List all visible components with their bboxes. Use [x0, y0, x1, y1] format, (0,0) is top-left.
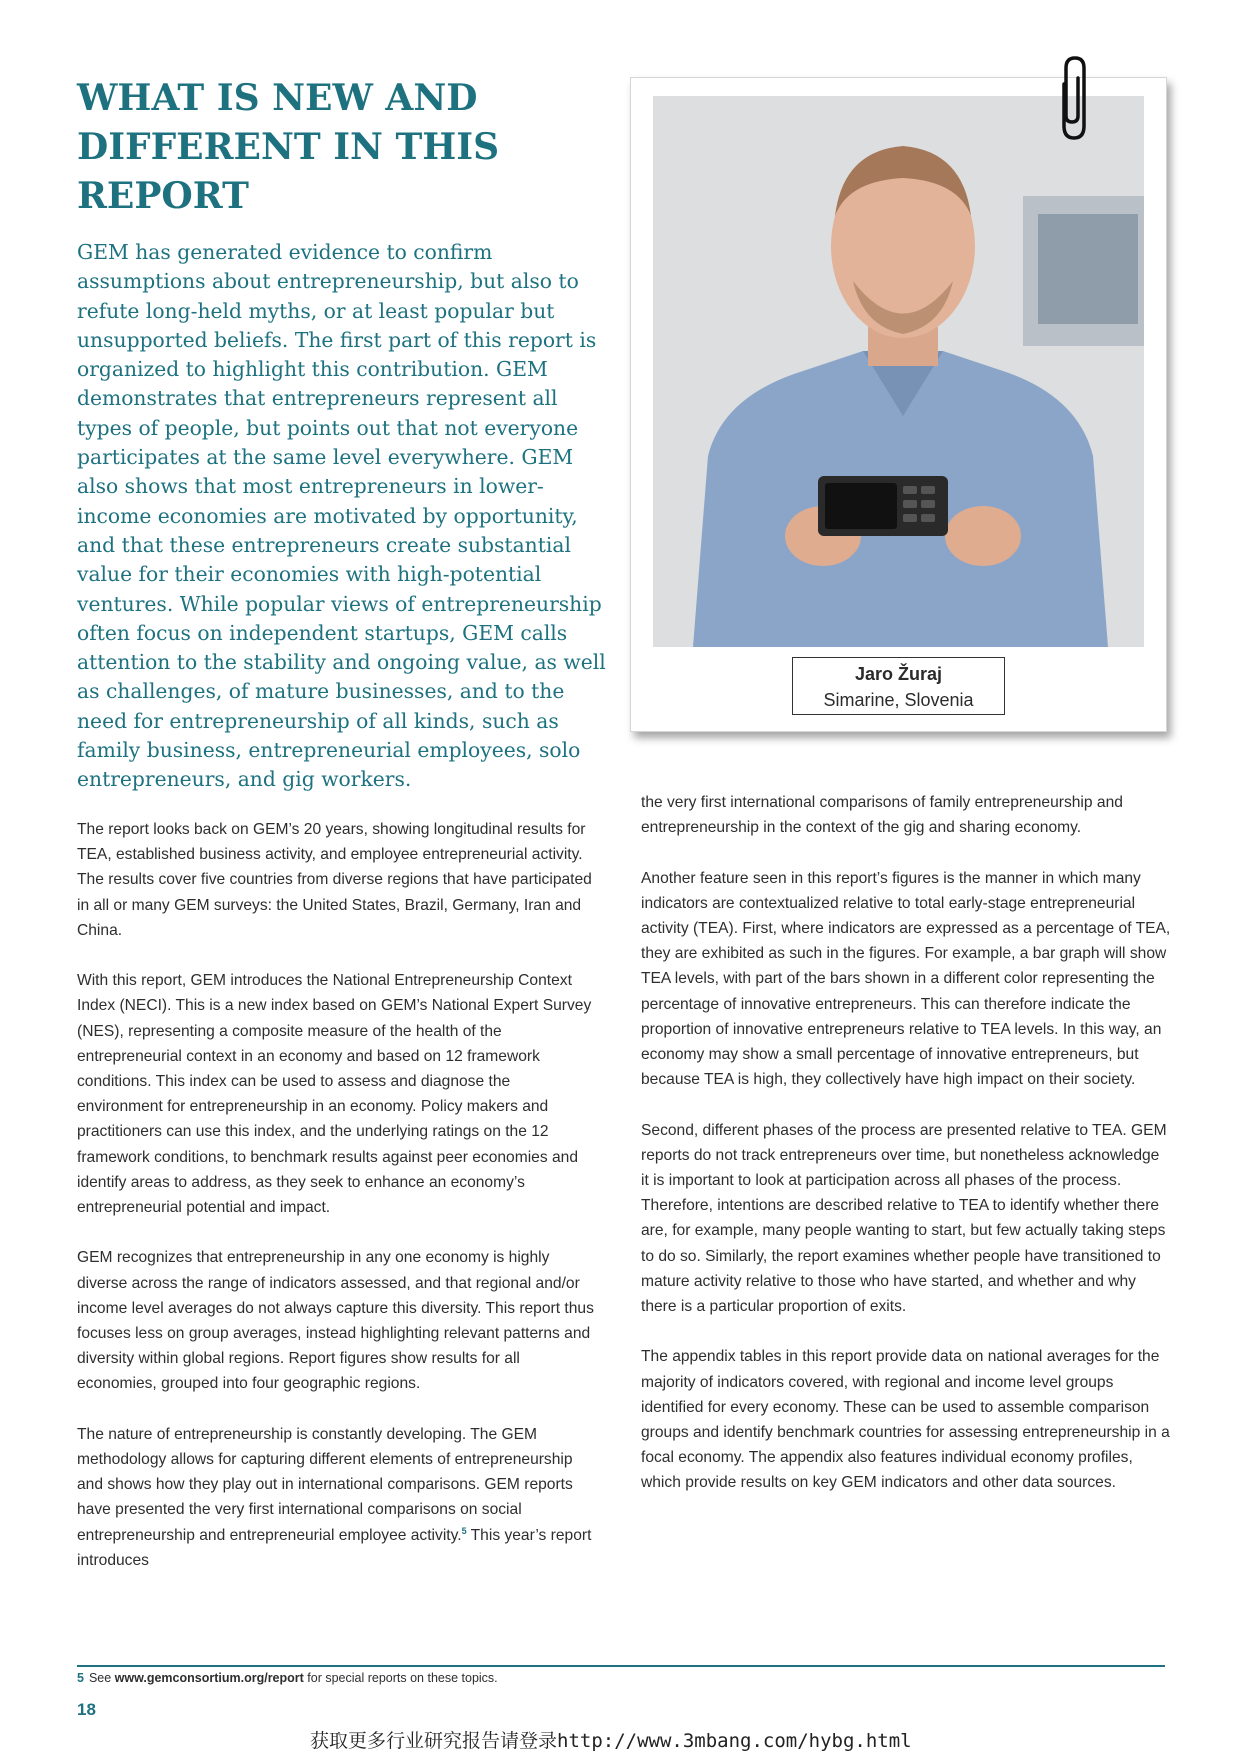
footer-rule [77, 1665, 1165, 1667]
right-paragraph-2: Another feature seen in this report’s figures is the manner in which many indicators are contextualized relative to total early-stage entrepreneurial activity (TEA). First, where indicators are expressed as a percentage of TEA, they are exhibited as such in the figures. For example, a bar graph will show TEA levels, with part of the bars shown in a different color representing the percentage of innovative entrepreneurs. This can therefore indicate the proportion of innovative entrepreneurs relative to TEA levels. In this way, an economy may show a small percentage of innovative entrepreneurs, but because TEA is high, they collectively have high impact on their society. [641, 869, 1171, 1089]
left-paragraph-2: With this report, GEM introduces the National Entrepreneurship Context Index (NECI). This is a new index based on GEM’s National Expert Survey (NES), representing a composite measure of the health of the entrepreneurial context in an economy and based on 12 framework conditions. This index can be used to assess and diagnose the environment for entrepreneurship in an economy. Policy makers and practitioners can use this index, and the underlying ratings on the 12 framework conditions, to benchmark results against peer economies and identify areas to address, as they seek to enhance an economy’s entrepreneurial potential and impact. [77, 972, 592, 1217]
right-paragraph-4: The appendix tables in this report provide data on national averages for the majority of indicators covered, with regional and income level groups identified for every economy. These can be used to assemble comparison groups and identify benchmark countries for assessing entrepreneurship in a focal economy. The appendix also features individual economy profiles, which provide results on key GEM indicators and other data sources. [641, 1348, 1170, 1492]
caption-name: Jaro Žuraj [854, 664, 943, 684]
paperclip-icon [1054, 54, 1090, 144]
photo-card [630, 77, 1167, 732]
photo-caption [792, 657, 1005, 715]
right-paragraph-1: the very first international comparisons of family entrepreneurship and entrepreneurship in the context of the gig and sharing economy. [641, 794, 1123, 837]
footnote-number: 5 [77, 1671, 84, 1685]
watermark-text: 获取更多行业研究报告请登录http://www.3mbang.com/hybg.html [310, 1730, 912, 1752]
title-line-2: DIFFERENT IN THIS [77, 126, 500, 168]
right-paragraph-3: Second, different phases of the process are presented relative to TEA. GEM reports do not track entrepreneurs over time, but nonetheless acknowledge it is important to look at participation across all phases of the process. Therefore, intentions are described relative to TEA to identify whether there are, for example, many people wanting to start, but few actually taking steps to do so. Similarly, the report examines whether people have transitioned to mature activity relative to those who have started, and whether and why there is a particular proportion of exits. [641, 1121, 1167, 1316]
title-line-3: REPORT [77, 175, 249, 217]
footnote-ref[interactable]: 5 [461, 1525, 467, 1536]
portrait-photo [653, 96, 1144, 647]
title-line-1: WHAT IS NEW AND [77, 77, 478, 119]
left-paragraph-4-text: The nature of entrepreneurship is constantly developing. The GEM methodology allows for capturing different elements of entrepreneurship and shows how they play out in international comparisons. GEM reports have presented the very first international comparisons on social entrepreneurship and entrepreneurial employee activity. [77, 1425, 573, 1544]
left-paragraph-4-continued: This year’s report introduces [77, 1526, 592, 1569]
left-column [77, 817, 597, 1598]
right-column [641, 790, 1171, 1521]
caption-organization: Simarine, Slovenia [823, 690, 974, 710]
footnote [77, 1671, 498, 1685]
footnote-link[interactable]: www.gemconsortium.org/report [114, 1671, 304, 1685]
footnote-suffix: for special reports on these topics. [303, 1671, 498, 1685]
page-number: 18 [77, 1700, 96, 1719]
footnote-prefix: See [88, 1671, 115, 1685]
page-title [77, 74, 637, 221]
left-paragraph-1: The report looks back on GEM’s 20 years, showing longitudinal results for TEA, established business activity, and employee entrepreneurial activity. The results cover five countries from diverse regions that have participated in all or many GEM surveys: the United States, Brazil, Germany, Iran and China. [77, 821, 592, 939]
intro-paragraph: GEM has generated evidence to confirm assumptions about entrepreneurship, but also to refute long-held myths, or at least popular but unsupported beliefs. The first part of this report is organized to highlight this contribution. GEM demonstrates that entrepreneurs represent all types of people, but points out that not everyone participates at the same level everywhere. GEM also shows that most entrepreneurs in lower-income economies are motivated by opportunity, and that these entrepreneurs create substantial value for their economies with high-potential ventures. While popular views of entrepreneurship often focus on independent startups, GEM calls attention to the stability and ongoing value, as well as challenges, of mature businesses, and to the need for entrepreneurship of all kinds, such as family business, entrepreneurial employees, solo entrepreneurs, and gig workers. [77, 240, 606, 792]
portrait-illustration [653, 96, 1144, 647]
left-paragraph-3: GEM recognizes that entrepreneurship in any one economy is highly diverse across the range of indicators assessed, and that regional and/or income level averages do not always capture this diversity. This report thus focuses less on group averages, instead highlighting relevant patterns and diversity within global regions. Report figures show results for all economies, grouped into four geographic regions. [77, 1249, 594, 1393]
left-paragraph-4 [77, 1422, 597, 1573]
